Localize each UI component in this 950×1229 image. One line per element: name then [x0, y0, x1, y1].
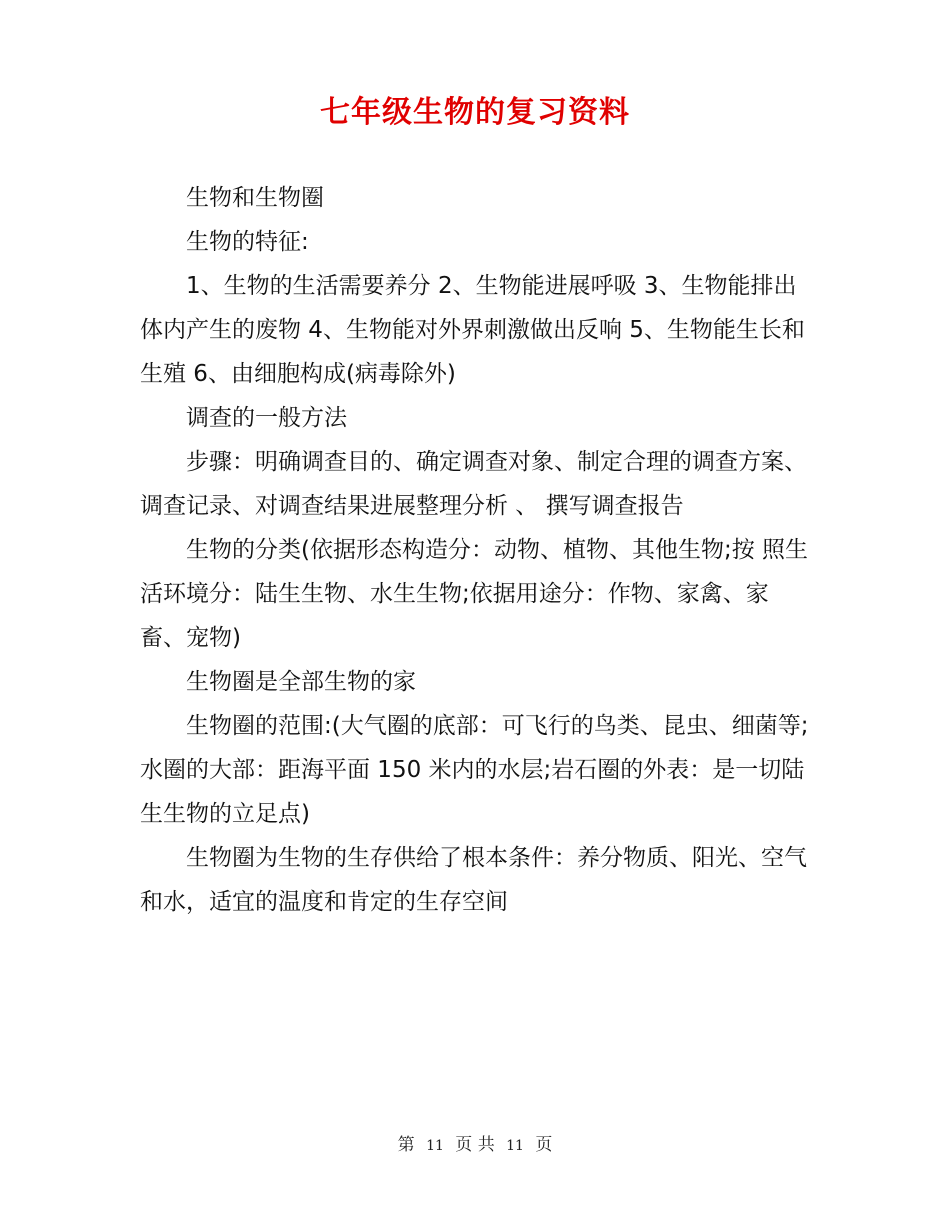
- paragraph-heading-biology-and-biosphere: 生物和生物圈: [186, 185, 324, 211]
- paragraph-biosphere-conditions: 生物圈为生物的生存供给了根本条件：养分物质、阳光、空气和水，适宜的温度和肯定的生存空间: [140, 845, 807, 915]
- paragraph-biosphere-home: 生物圈是全部生物的家: [186, 669, 416, 695]
- footer-prefix: 第: [397, 1135, 415, 1155]
- paragraph-characteristics-heading: 生物的特征:: [186, 229, 309, 255]
- document-body: [140, 176, 812, 924]
- paragraph-classification: 生物的分类(依据形态构造分：动物、植物、其他生物;按 照生活环境分：陆生生物、水生生物;依据用途分：作物、家禽、家畜、宠物): [140, 537, 809, 651]
- footer-middle: 页 共: [455, 1135, 495, 1155]
- paragraph-characteristics-list: 1、生物的生活需要养分 2、生物能进展呼吸 3、生物能排出体内产生的废物 4、生物能对外界刺激做出反响 5、生物能生长和生殖 6、由细胞构成(病毒除外): [140, 273, 805, 387]
- page-title: 七年级生物的复习资料: [320, 95, 630, 130]
- footer-page-number: 11: [426, 1138, 444, 1154]
- footer-suffix: 页: [535, 1135, 553, 1155]
- paragraph-survey-method-heading: 调查的一般方法: [186, 405, 347, 431]
- paragraph-survey-steps: 步骤：明确调查目的、确定调查对象、制定合理的调查方案、调查记录、对调查结果进展整理分析 、 撰写调查报告: [140, 449, 807, 519]
- footer-total-pages: 11: [506, 1138, 524, 1154]
- paragraph-biosphere-range: 生物圈的范围:(大气圈的底部：可飞行的鸟类、昆虫、细菌等;水圈的大部：距海平面 150 米内的水层;岩石圈的外表：是一切陆生生物的立足点): [140, 713, 809, 827]
- page-footer: [0, 1133, 950, 1158]
